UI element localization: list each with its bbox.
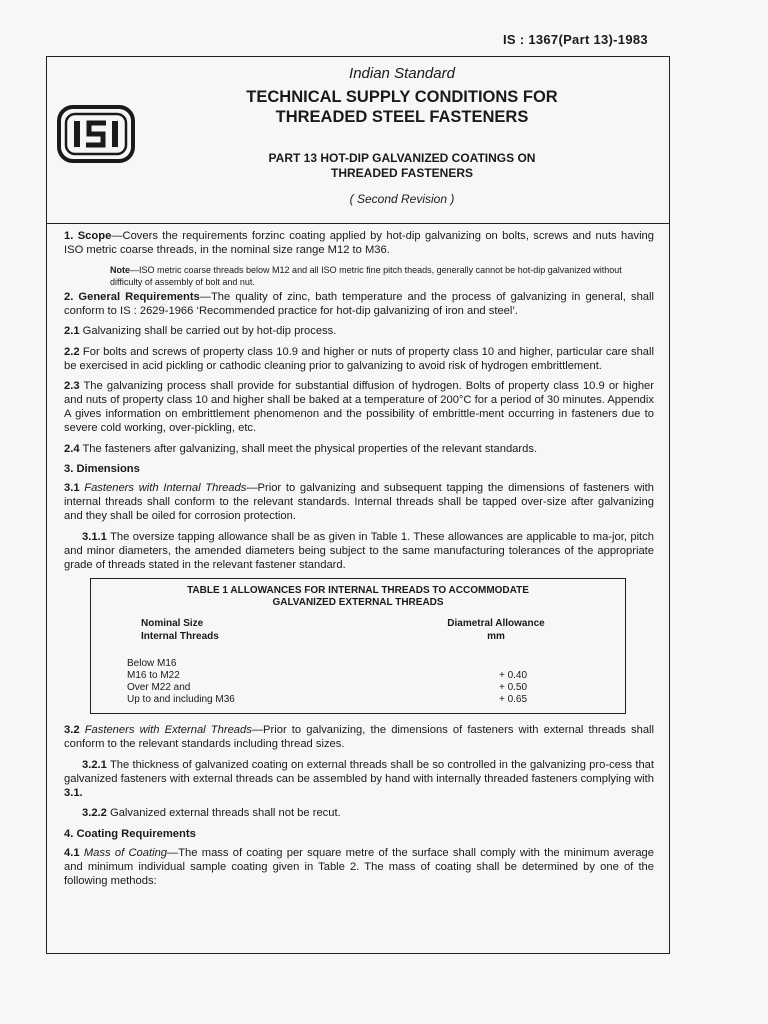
clause-number: 3.2.1 [82,758,107,771]
clause-2-3 [64,379,654,435]
cell-allowance: + 0.65 [498,694,528,705]
scope-paragraph [64,229,654,257]
clause-text: —Prior to galvanizing, the dimensions of fasteners with external threads shall conform to the relevant standards including thread sizes. [64,724,655,750]
table-body [127,658,587,706]
isi-logo [57,105,135,163]
note-lead: Note [110,264,130,275]
table-1 [90,578,626,714]
part-title [157,151,647,181]
table-caption-line-2: GALVANIZED EXTERNAL THREADS [272,597,444,608]
clause-subtitle: Fasteners with Internal Threads [79,482,247,494]
clause-3-2 [64,723,654,751]
part-line-2: THREADED FASTENERS [330,166,473,180]
coating-requirements-heading: 4. Coating Requirements [64,827,196,840]
column-header-line: Diametral Allowance [447,618,545,629]
clause-number: 2.2 [64,345,80,358]
clause-reference: 3.1. [64,786,83,799]
table-row [127,694,587,706]
clause-2-1 [64,324,654,338]
clause-4-1 [64,846,654,888]
document-title [157,87,647,127]
title-line-1: TECHNICAL SUPPLY CONDITIONS FOR [246,88,558,106]
clause-number: 3.1 [64,482,80,494]
clause-number: 2.3 [64,380,80,392]
clause-text: Galvanizing shall be carried out by hot-dip process. [79,325,337,337]
note-text: —ISO metric coarse threads below M12 and all ISO metric fine pitch theads, generally cannot be hot-dip galvanized without difficulty of assembly of bolt and nut. [110,264,622,287]
clause-number: 3.2 [64,724,80,736]
table-row [127,670,587,682]
clause-3-2-2 [64,806,654,820]
column-header-line: Nominal Size [141,618,204,629]
column-header-size [141,617,251,643]
clause-text: —Prior to galvanizing and subsequent tapping the dimensions of fasteners with internal threads shall conform to the relevant standards. Internal threads shall be tapped over-size after galvanizing and they shall be oiled for corrosion protection. [64,482,654,522]
column-header-line: Internal Threads [141,631,219,642]
page-frame [46,56,670,954]
clause-text: The oversize tapping allowance shall be as given in Table 1. These allowances are applicable to ma-jor, pitch and minor diameters, the amended diameters being subject to the same manufacturing tolerances of the appropriate grade of threads stated in the relevant fastener standard. [64,530,654,571]
general-heading: 2. General Requirements [64,290,200,303]
scope-text: —Covers the requirements forzinc coating applied by hot-dip galvanizing on bolts, screws and nuts having ISO metric coarse threads, in the nominal size range M12 to M36. [64,230,655,256]
clause-number: 2.1 [64,325,80,337]
general-requirements-paragraph [64,290,654,318]
title-line-2: THREADED STEEL FASTENERS [275,108,529,126]
clause-text: —The mass of coating per square metre of the surface shall comply with the minimum average and minimum individual sample coating given in Table 2. The mass of coating shall be determined by one of the following methods: [64,846,654,887]
table-row [127,658,587,670]
clause-text: The thickness of galvanized coating on external threads shall be so controlled in the galvanizing pro-cess that galvanized fasteners with external threads can be assembled by hand with internally threaded fasteners complying with [64,758,654,785]
clause-subtitle: Mass of Coating [79,846,168,859]
clause-3-1-1 [64,530,654,572]
clause-text: Galvanized external threads shall not be recut. [106,807,341,819]
body-text [64,229,654,894]
cell-size: Below M16 [127,658,177,669]
table-caption [91,585,625,609]
note-paragraph [64,264,654,288]
clause-3-2-1 [64,758,654,800]
cell-allowance: + 0.40 [498,670,528,681]
cell-size: Up to and including M36 [127,694,235,705]
clause-number: 3.2.2 [82,807,107,819]
part-line-1: PART 13 HOT-DIP GALVANIZED COATINGS ON [268,151,536,165]
column-header-line: mm [487,631,505,642]
clause-number: 3.1.1 [82,530,107,543]
clause-2-2 [64,345,654,373]
clause-subtitle: Fasteners with External Threads [79,724,252,736]
cell-size: M16 to M22 [127,670,180,681]
clause-text: The galvanizing process shall provide for substantial diffusion of hydrogen. Bolts of property class 10.9 or higher and nuts of property class 10 and higher shall be baked at a temperature of 200°C for a period of 30 minutes. Appendix A gives information on embrittlement phenomenon and the possibility of embrittle-ment occurring in fasteners due to severe cold working, over-pickling, etc. [64,380,654,434]
scope-heading: 1. Scope [64,230,112,242]
table-row [127,682,587,694]
cell-size: Over M22 and [127,682,191,693]
clause-text: The fasteners after galvanizing, shall meet the physical properties of the relevant standards. [79,442,538,455]
column-header-allowance [431,617,561,643]
country-label: Indian Standard [349,65,455,82]
dimensions-heading: 3. Dimensions [64,463,140,475]
cell-allowance: + 0.50 [498,682,528,693]
general-text: —The quality of zinc, bath temperature and the process of galvanizing in general, shall conform to IS : 2629-1966 ‘Recommended practice for hot-dip galvanizing of iron and steel’. [64,290,654,317]
title-block [47,57,669,224]
standard-number: IS : 1367(Part 13)-1983 [503,32,648,47]
clause-number: 2.4 [64,442,80,455]
clause-text: For bolts and screws of property class 10.9 and higher or nuts of property class 10 and higher, particular care shall be exercised in acid pickling or cathodic cleaning prior to galvanizing to avoid risk of hydrogen embrittlement. [64,345,654,372]
clause-2-4 [64,442,654,456]
revision-label: ( Second Revision ) [349,192,455,206]
table-caption-line-1: TABLE 1 ALLOWANCES FOR INTERNAL THREADS TO ACCOMMODATE [187,585,529,596]
clause-number: 4.1 [64,846,80,859]
clause-3-1 [64,481,654,523]
